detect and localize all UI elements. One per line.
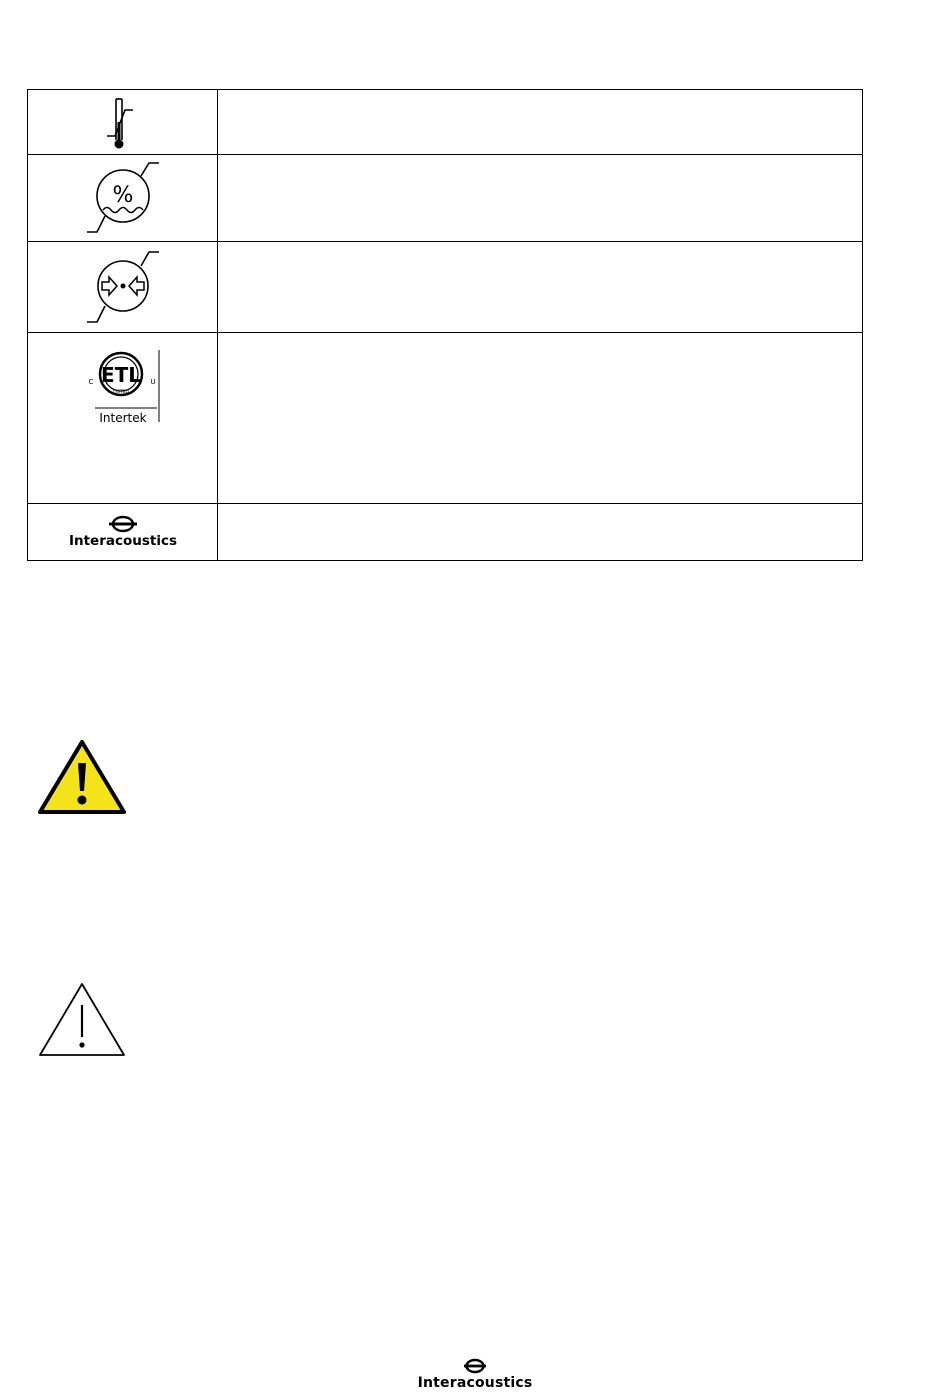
symbol-description [218, 90, 863, 155]
table-row [28, 333, 863, 504]
symbol-cell [28, 333, 218, 504]
humidity-limit-icon [83, 158, 163, 238]
table-row [28, 504, 863, 561]
symbol-description [218, 155, 863, 242]
footer-brand-name: Interacoustics [417, 1375, 533, 1391]
etl-listed-mark-icon [83, 346, 163, 428]
table-row [28, 155, 863, 242]
caution-triangle-icon [37, 981, 127, 1059]
svg-text:Interacoustics: Interacoustics [68, 533, 177, 549]
svg-text:LISTED: LISTED [112, 390, 129, 395]
symbol-table [27, 89, 863, 561]
svg-text:%: % [112, 183, 133, 208]
table-row [28, 242, 863, 333]
temperature-limit-icon [103, 92, 143, 152]
symbol-cell [28, 504, 218, 561]
warning-triangle-icon [37, 739, 127, 815]
symbol-cell [28, 155, 218, 242]
interacoustics-logo-icon [463, 1358, 487, 1374]
symbol-description [218, 504, 863, 561]
interacoustics-logo-icon [53, 514, 193, 550]
atmospheric-pressure-limit-icon [83, 246, 163, 328]
symbol-cell [28, 242, 218, 333]
svg-text:C: C [88, 378, 93, 386]
svg-text:ETL: ETL [100, 363, 141, 387]
symbol-description [218, 333, 863, 504]
symbol-description [218, 242, 863, 333]
footer-logo [408, 1358, 542, 1390]
table-row [28, 90, 863, 155]
svg-text:Intertek: Intertek [98, 411, 147, 425]
svg-text:U: U [149, 378, 156, 386]
symbol-cell [28, 90, 218, 155]
